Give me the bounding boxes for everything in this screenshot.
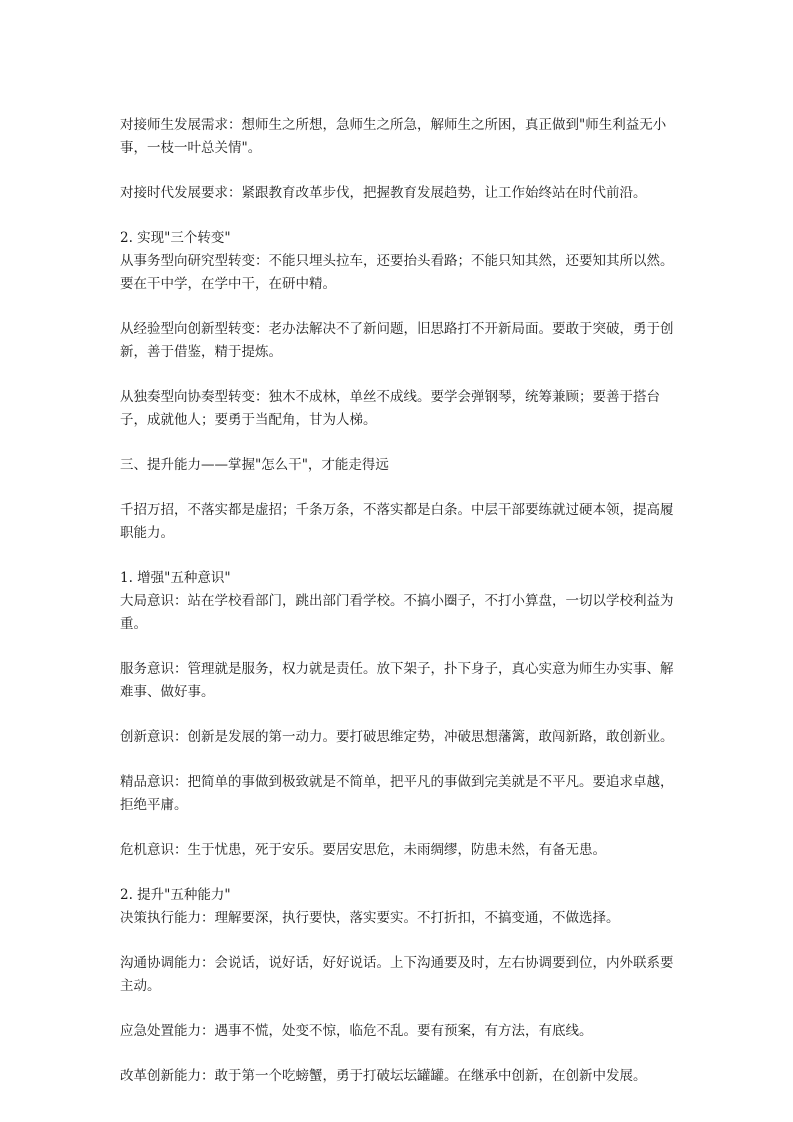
paragraph-text: 精品意识：把简单的事做到极致就是不简单，把平凡的事做到完美就是不平凡。要追求卓越，拒绝平庸。 — [120, 774, 674, 813]
section-block — [120, 884, 680, 930]
paragraph-text: 从独奏型向协奏型转变：独木不成林，单丝不成线。要学会弹钢琴，统筹兼顾；要善于搭台子，成就他人；要勇于当配角，甘为人梯。 — [120, 389, 660, 428]
paragraph-text: 创新意识：创新是发展的第一动力。要打破思维定势，冲破思想藩篱，敢闯新路，敢创新业。 — [120, 729, 674, 745]
paragraph — [120, 1065, 680, 1088]
paragraph-text: 改革创新能力：敢于第一个吃螃蟹，勇于打破坛坛罐罐。在继承中创新，在创新中发展。 — [120, 1068, 647, 1084]
paragraph-text: 服务意识：管理就是服务，权力就是责任。放下架子，扑下身子，真心实意为师生办实事、解难事、做好事。 — [120, 661, 674, 700]
paragraph — [120, 658, 680, 704]
paragraph-text: 决策执行能力：理解要深，执行要快，落实要实。不打折扣，不搞变通，不做选择。 — [120, 910, 620, 926]
paragraph-text: 大局意识：站在学校看部门，跳出部门看学校。不搞小圈子，不打小算盘，一切以学校利益为重。 — [120, 593, 674, 632]
paragraph-text: 从经验型向创新型转变：老办法解决不了新问题，旧思路打不开新局面。要敢于突破，勇于创新，善于借鉴，精于提炼。 — [120, 321, 674, 360]
paragraph — [120, 1020, 680, 1043]
document-body — [120, 114, 680, 1110]
paragraph-text: 沟通协调能力：会说话，说好话，好好说话。上下沟通要及时，左右协调要到位，内外联系要主动。 — [120, 955, 674, 994]
paragraph-text: 应急处置能力：遇事不慌，处变不惊，临危不乱。要有预案，有方法，有底线。 — [120, 1023, 593, 1039]
section-heading: 2. 实现"三个转变" — [120, 230, 231, 246]
paragraph — [120, 952, 680, 998]
paragraph — [120, 318, 680, 364]
paragraph-text: 对接师生发展需求：想师生之所想，急师生之所急，解师生之所困，真正做到"师生利益无小事，一枝一叶总关情"。 — [120, 117, 667, 156]
paragraph — [120, 386, 680, 432]
paragraph — [120, 114, 680, 160]
paragraph — [120, 771, 680, 817]
chapter-heading: 三、提升能力——掌握"怎么干"，才能走得远 — [120, 457, 389, 473]
paragraph-text: 千招万招，不落实都是虚招；千条万条，不落实都是白条。中层干部要练就过硬本领，提高履职能力。 — [120, 502, 674, 541]
paragraph — [120, 726, 680, 749]
section-heading: 1. 增强"五种意识" — [120, 570, 231, 586]
section-heading: 2. 提升"五种能力" — [120, 887, 231, 903]
paragraph-text: 危机意识：生于忧患，死于安乐。要居安思危，未雨绸缪，防患未然，有备无患。 — [120, 842, 606, 858]
paragraph-text: 从事务型向研究型转变：不能只埋头拉车，还要抬头看路；不能只知其然，还要知其所以然。要在干中学，在学中干，在研中精。 — [120, 253, 674, 292]
section-block — [120, 567, 680, 636]
paragraph-text: 对接时代发展要求：紧跟教育改革步伐，把握教育发展趋势，让工作始终站在时代前沿。 — [120, 185, 647, 201]
paragraph — [120, 182, 680, 205]
paragraph — [120, 839, 680, 862]
section-block — [120, 227, 680, 296]
chapter-block — [120, 454, 680, 477]
paragraph — [120, 499, 680, 545]
